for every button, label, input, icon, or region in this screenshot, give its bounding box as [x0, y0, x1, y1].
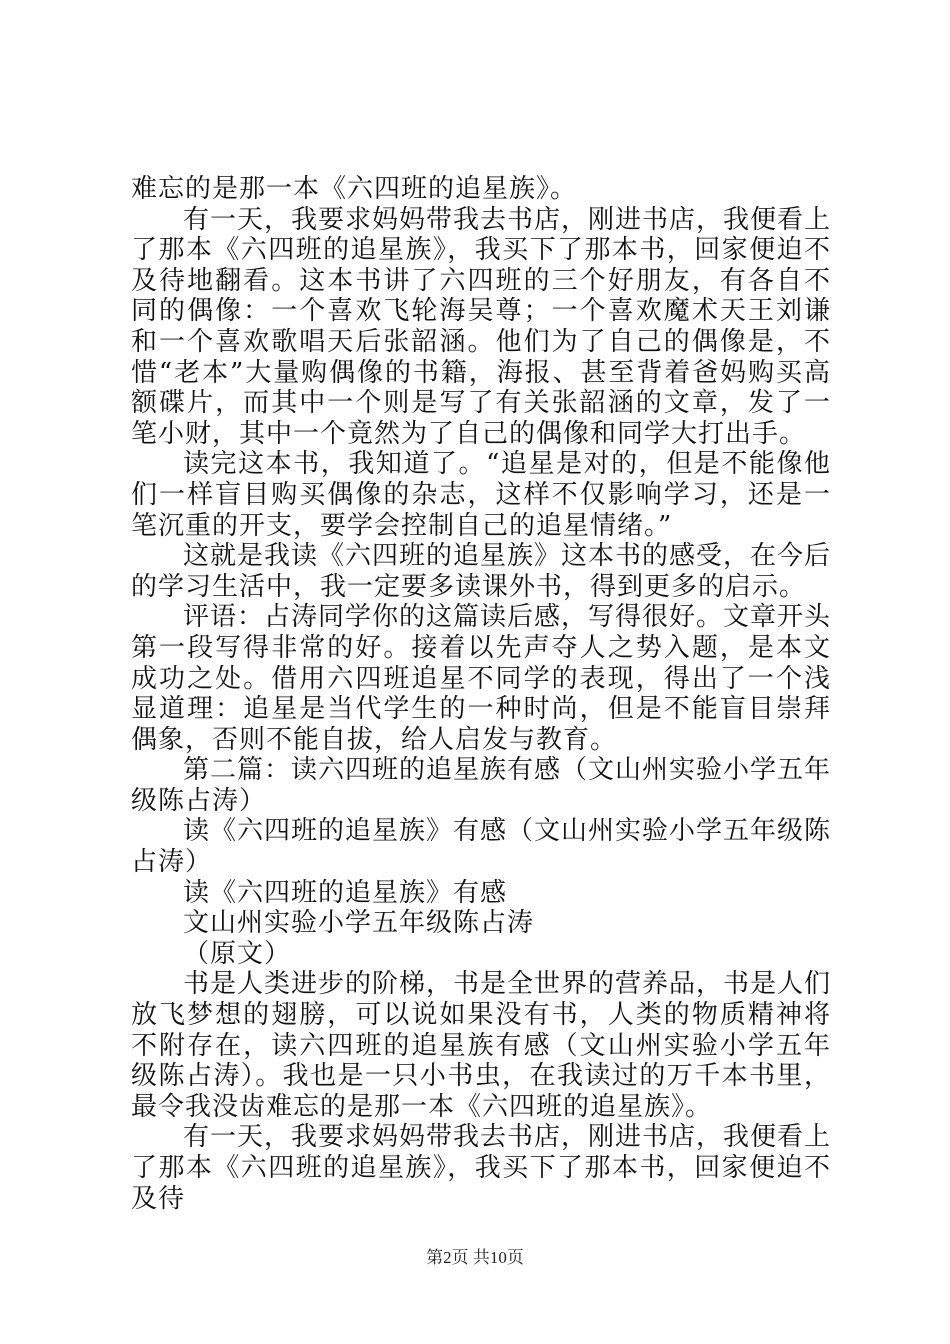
paragraph: 读《六四班的追星族》有感 [183, 877, 508, 908]
paragraph: 难忘的是那一本《六四班的追星族》。 [131, 174, 578, 204]
paragraph: 书是人类进步的阶梯，书是全世界的营养品，书是人们放飞梦想的翅膀，可以说如果没有书，人类的物质精神将不附存在，读六四班的追星族有感（文山州实验小学五年级陈占涛）。我也是一只小书虫，在我读过的万千本书里，最令我没齿难忘的是那一本《六四班的追星族》。 [131, 969, 832, 1122]
page-footer: 第2页 共10页 [426, 1248, 524, 1267]
document-body [131, 174, 831, 1214]
paragraph: 这就是我读《六四班的追星族》这本书的感受，在今后的学习生活中，我一定要多读课外书，得到更多的启示。 [131, 541, 832, 602]
paragraph: 读完这本书，我知道了。“追星是对的，但是不能像他们一样盲目购买偶像的杂志，这样不仅影响学习，还是一笔沉重的开支，要学会控制自己的追星情绪。” [131, 449, 831, 541]
paragraph: 评语：占涛同学你的这篇读后感，写得很好。文章开头第一段写得非常的好。接着以先声夺人之势入题，是本文成功之处。借用六四班追星不同学的表现，得出了一个浅显道理：追星是当代学生的一种时尚，但是不能盲目崇拜偶象，否则不能自拔，给人启发与教育。 [131, 602, 832, 755]
paragraph: 有一天，我要求妈妈带我去书店，刚进书店，我便看上了那本《六四班的追星族》，我买下了那本书，回家便迫不及待地翻看。这本书讲了六四班的三个好朋友，有各自不同的偶像：一个喜欢飞轮海吴尊；一个喜欢魔术天王刘谦和一个喜欢歌唱天后张韶涵。他们为了自己的偶像是，不惜“老本”大量购偶像的书籍，海报、甚至背着爸妈购买高额碟片，而其中一个则是写了有关张韶涵的文章，发了一笔小财，其中一个竟然为了自己的偶像和同学大打出手。 [131, 204, 832, 449]
paragraph: 第二篇：读六四班的追星族有感（文山州实验小学五年级陈占涛） [131, 755, 832, 816]
paragraph: 有一天，我要求妈妈带我去书店，刚进书店，我便看上了那本《六四班的追星族》，我买下了那本书，回家便迫不及待 [131, 1122, 832, 1214]
paragraph: 读《六四班的追星族》有感（文山州实验小学五年级陈占涛） [131, 816, 832, 878]
paragraph: （原文） [183, 938, 292, 969]
paragraph: 文山州实验小学五年级陈占涛 [183, 908, 535, 939]
